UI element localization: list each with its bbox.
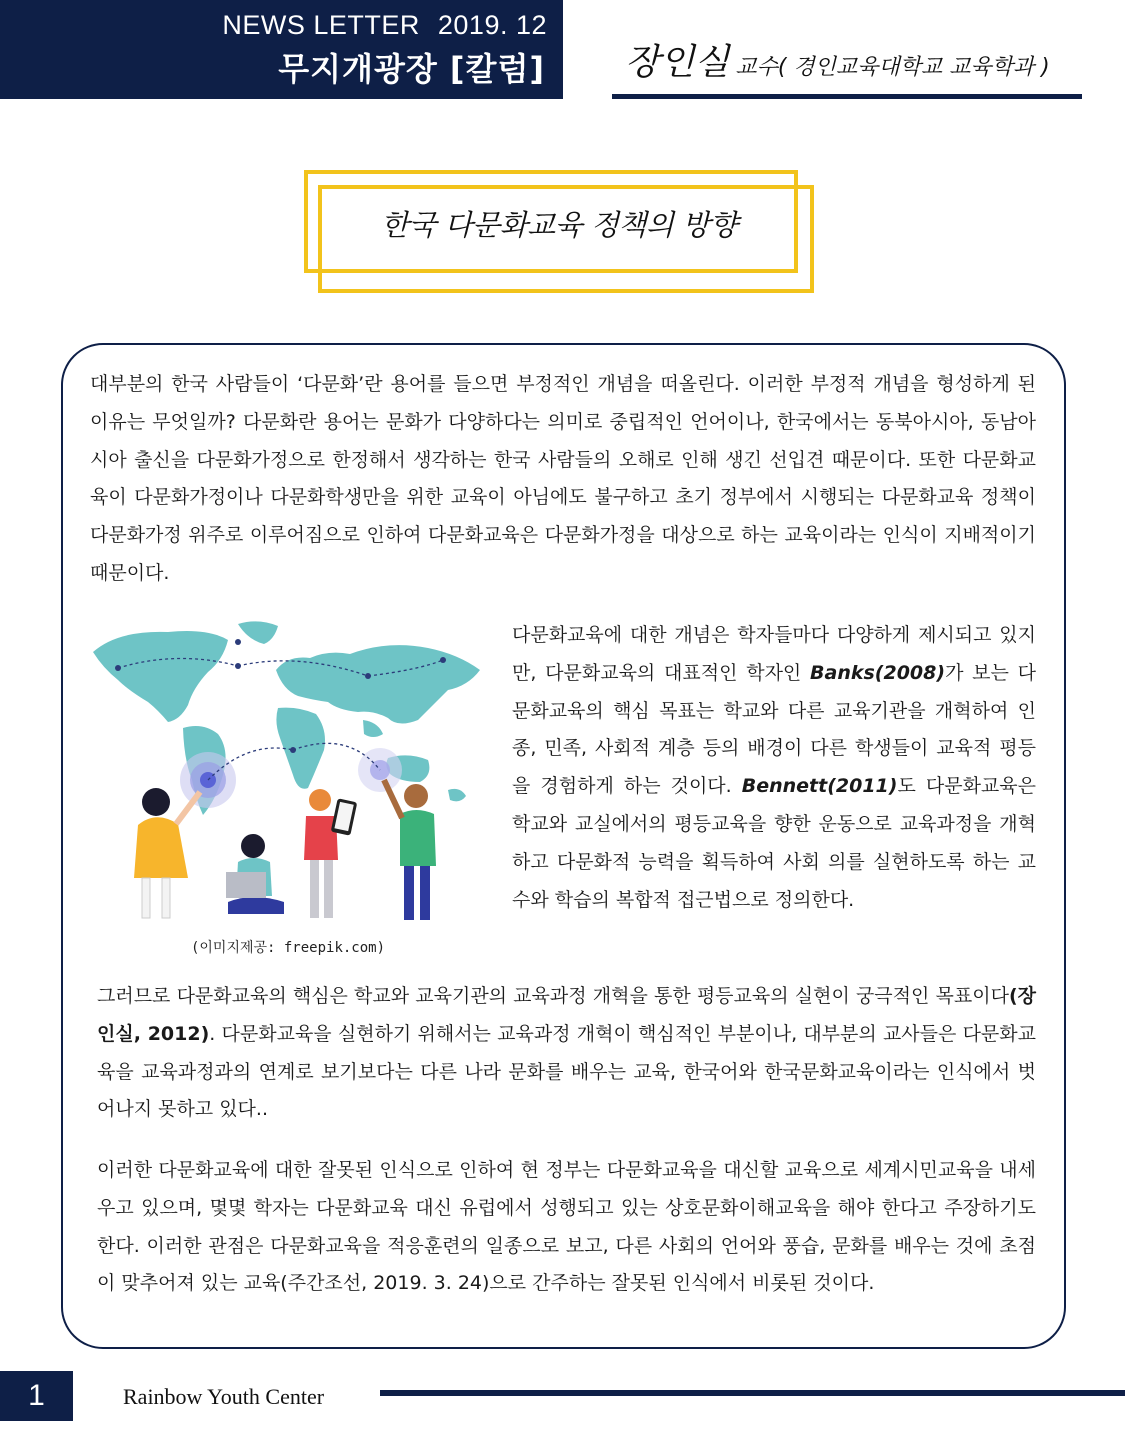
author-name: 장인실	[625, 42, 730, 83]
paragraph-2	[512, 617, 1036, 919]
issue-date: 2019. 12	[437, 10, 547, 40]
paragraph-2-text-b: 가 보는 다문화교육의 핵심 목표는 학교와 다른 교육기관을 개혁하여 인종, 민족, 사회적 계층 등의 배경이 다른 학생들이 교육적 평등을 경험하게 하는 것이다.	[512, 661, 1036, 798]
article-title: 한국 다문화교육 정책의 방향	[380, 208, 738, 242]
citation-bennett: Bennett(2011)	[741, 775, 898, 798]
newsletter-name: NEWS LETTER	[222, 10, 420, 40]
page-number: 1	[0, 1371, 73, 1421]
paragraph-3-text-b: . 다문화교육을 실현하기 위해서는 교육과정 개혁이 핵심적인 부분이나, 대부분의 교사들은 다문화교육을 교육과정과의 연계로 보기보다는 다른 나라 문화를 배우는 교육, 한국어와 한국문화교육이라는 인식에서 벗어나지 못하고 있다..	[97, 1022, 1036, 1121]
newsletter-label	[222, 10, 547, 41]
author-underline	[612, 94, 1082, 99]
paragraph-2-text-a: 다문화교육에 대한 개념은 학자들마다 다양하게 제시되고 있지만, 다문화교육의 대표적인 학자인	[512, 624, 1036, 684]
citation-banks: Banks(2008)	[810, 661, 946, 684]
citation-jang: (장인실, 2012)	[97, 985, 1036, 1045]
header-banner	[0, 0, 563, 99]
footer-brand: Rainbow Youth Center	[123, 1384, 325, 1409]
paragraph-3	[97, 978, 1036, 1129]
author-byline	[625, 34, 1050, 85]
paragraph-4: 이러한 다문화교육에 대한 잘못된 인식으로 인하여 현 정부는 다문화교육을 대신할 교육으로 세계시민교육을 내세우고 있으며, 몇몇 학자는 다문화교육 대신 유럽에서 성행되고 있는 상호문화이해교육을 해야 한다고 주장하기도 한다. 이러한 관점은 다문화교육을 적응훈련의 일종으로 보고, 다른 사회의 언어와 풍습, 문화를 배우는 것에 초점이 맞추어져 있는 교육(주간조선, 2019. 3. 24)으로 간주하는 잘못된 인식에서 비롯된 것이다.	[97, 1159, 1036, 1295]
author-affiliation: 교수( 경인교육대학교 교육학과 )	[735, 55, 1050, 80]
paragraph-3-text-a: 그러므로 다문화교육의 핵심은 학교와 교육기관의 교육과정 개혁을 통한 평등교육의 실현이 궁극적인 목표이다	[97, 985, 1009, 1007]
image-caption: (이미지제공: freepik.com)	[190, 940, 386, 956]
paragraph-2-text-c: 도 다문화교육은 학교와 교실에서의 평등교육을 향한 운동으로 교육과정을 개혁하고 다문화적 능력을 획득하여 사회 의를 실현하도록 하는 교수와 학습의 복합적 접근법으로 정의한다.	[512, 775, 1036, 911]
paragraph-1: 대부분의 한국 사람들이 ‘다문화’란 용어를 들으면 부정적인 개념을 떠올린다. 이러한 부정적 개념을 형성하게 된 이유는 무엇일까? 다문화란 용어는 문화가 다양하다는 의미로 중립적인 언어이나, 한국에서는 동북아시아, 동남아시아 출신을 다문화가정으로 한정해서 생각하는 한국 사람들의 오해로 인해 생긴 선입견 때문이다. 또한 다문화교육이 다문화가정이나 다문화학생만을 위한 교육이 아님에도 불구하고 초기 정부에서 시행되는 다문화교육 정책이 다문화가정 위주로 이루어짐으로 인하여 다문화교육은 다문화가정을 대상으로 하는 교육이라는 인식이 지배적이기 때문이다.	[90, 373, 1036, 584]
section-title: 무지개광장 [칼럼]	[278, 50, 545, 88]
footer-rule	[380, 1390, 1125, 1396]
world-map-people-illustration	[88, 610, 488, 928]
